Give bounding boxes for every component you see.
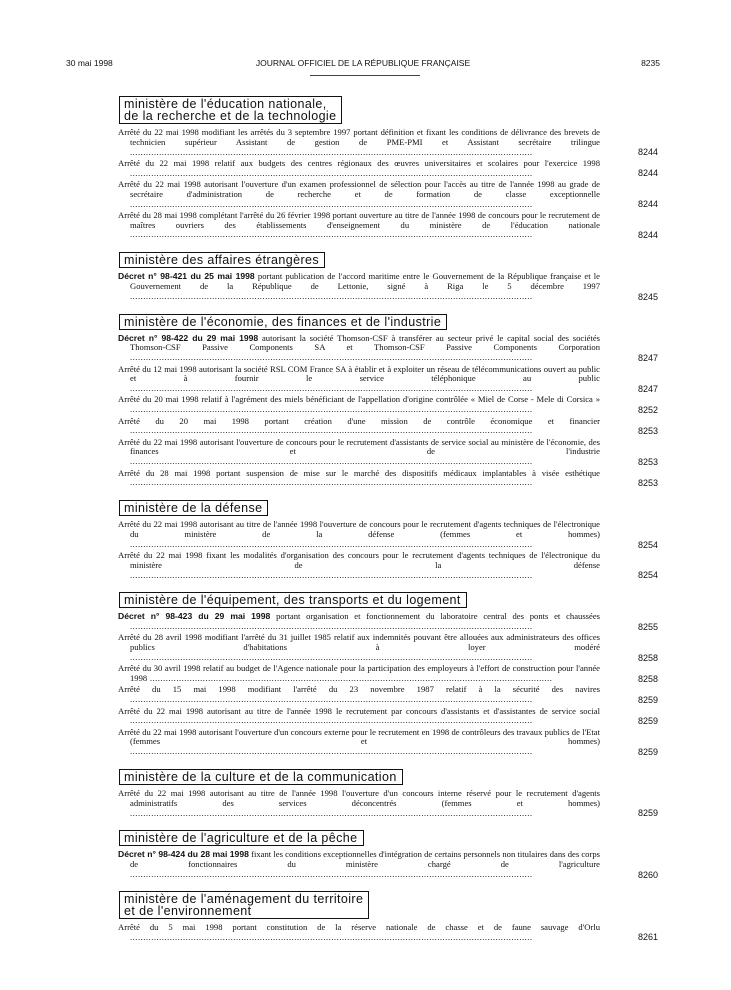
toc-entry[interactable] — [118, 365, 658, 394]
ministry-heading-line: ministère de l'éducation nationale, — [124, 97, 327, 111]
toc-entry-title: Arrêté du 22 mai 1998 autorisant au titre de l'année 1998 le recrutement par concours d'assistants et d'assistantes de service social — [118, 706, 600, 716]
toc-entry[interactable] — [118, 438, 658, 467]
toc-entry[interactable] — [118, 664, 658, 684]
toc-entry-text — [118, 159, 600, 179]
toc-page-number: 8244 — [637, 230, 658, 241]
toc-entry-text — [118, 789, 600, 818]
toc-entry[interactable] — [118, 520, 658, 549]
toc-entry-text — [118, 728, 600, 757]
toc-entry-title: Arrêté du 15 mai 1998 modifiant l'arrêté du 23 novembre 1987 relatif à la sécurité des navires — [118, 685, 600, 695]
toc-page-number: 8253 — [637, 426, 658, 437]
toc-page-number: 8258 — [637, 673, 658, 684]
toc-page-number: 8247 — [637, 383, 658, 394]
toc-page-number: 8260 — [637, 869, 658, 880]
header-date: 30 mai 1998 — [66, 58, 113, 68]
toc-page-number: 8244 — [637, 147, 658, 158]
toc-entry[interactable] — [118, 923, 658, 943]
toc-entry-text — [118, 664, 600, 684]
ministry-section — [118, 499, 658, 580]
toc-entry-title: Arrêté du 28 mai 1998 complétant l'arrêté du 26 février 1998 portant ouverture au titre de l'année 1998 de concours pour le recrutement de maîtres ouvriers des établissements d'enseignement du ministère de l'éducation nationale — [118, 210, 600, 230]
toc-entry-text — [118, 685, 600, 705]
toc-entry-title: portant publication de l'accord maritime entre le Gouvernement de la République française et le Gouvernement de la République de Lettonie, signé à Riga le 5 décembre 1997 — [130, 272, 600, 292]
toc-page-number: 8261 — [637, 932, 658, 943]
ministry-heading-line: ministère de l'équipement, des transports et du logement — [124, 593, 461, 608]
toc-page-number: 8252 — [637, 405, 658, 416]
toc-entry-title: Arrêté du 22 mai 1998 autorisant l'ouverture d'un examen professionnel de sélection pour l'accès au titre de l'année 1998 au grade de secrétaire d'administration de recherche et de formation de classe exceptionnelle — [118, 179, 600, 199]
toc-page-number: 8259 — [637, 808, 658, 819]
decree-reference: Décret n° 98-424 du 28 mai 1998 — [118, 850, 249, 860]
toc-page-number: 8253 — [637, 457, 658, 468]
page-number: 8235 — [641, 58, 660, 68]
toc-entry[interactable] — [118, 633, 658, 662]
journal-title: JOURNAL OFFICIEL DE LA RÉPUBLIQUE FRANÇAISE — [255, 58, 471, 68]
toc-page-number: 8245 — [637, 291, 658, 302]
header-rule — [310, 75, 420, 76]
toc-entry-text — [118, 850, 600, 879]
table-of-contents — [118, 96, 658, 953]
toc-entry-title: autorisant la société Thomson-CSF à transférer au secteur privé le capital social des sociétés Thomson-CSF Passive Components SA et Thomson-CSF Passive Components Corporation — [130, 333, 600, 353]
toc-entry[interactable] — [118, 728, 658, 757]
toc-entry-text — [118, 272, 600, 301]
toc-entry[interactable] — [118, 707, 658, 727]
toc-page-number: 8259 — [637, 716, 658, 727]
ministry-heading — [119, 769, 403, 785]
toc-page-number: 8253 — [637, 478, 658, 489]
toc-entry-text — [118, 180, 600, 209]
toc-entry-title: Arrêté du 20 mai 1998 portant création d'une mission de contrôle économique et financier — [118, 416, 600, 426]
toc-page-number: 8254 — [637, 570, 658, 581]
toc-entry[interactable] — [118, 211, 658, 240]
ministry-heading-line: ministère des affaires étrangères — [124, 253, 320, 268]
ministry-heading — [119, 96, 342, 124]
toc-entry[interactable] — [118, 789, 658, 818]
ministry-section — [118, 251, 658, 301]
toc-entry[interactable] — [118, 469, 658, 489]
ministry-section — [118, 891, 658, 943]
toc-entry-title: portant organisation et fonctionnement du laboratoire central des ponts et chaussées — [276, 612, 600, 622]
toc-entry[interactable] — [118, 417, 658, 437]
toc-entry-title: Arrêté du 12 mai 1998 autorisant la société RSL COM France SA à établir et à exploiter un réseau de télécommunications ouvert au public et à fournir le service téléphonique au public — [118, 364, 600, 384]
toc-entry[interactable] — [118, 612, 658, 632]
page-header — [66, 58, 660, 72]
toc-entry[interactable] — [118, 334, 658, 363]
toc-entry-title: Arrêté du 20 mai 1998 relatif à l'agrément des miels bénéficiant de l'appellation d'origine contrôlée « Miel de Corse - Mele di Corsica » — [118, 395, 600, 405]
toc-entry-text — [118, 365, 600, 394]
ministry-heading-line: de la recherche et de la technologie — [124, 109, 337, 123]
toc-entry-text — [118, 128, 600, 157]
decree-reference: Décret n° 98-422 du 29 mai 1998 — [118, 333, 259, 343]
toc-entry[interactable] — [118, 272, 658, 301]
toc-page-number: 8255 — [637, 621, 658, 632]
toc-page-number: 8244 — [637, 168, 658, 179]
ministry-heading — [119, 252, 325, 268]
toc-entry-title: Arrêté du 22 mai 1998 autorisant l'ouverture d'un concours externe pour le recrutement en 1998 de contrôleurs des travaux publics de l'Etat (femmes et hommes) — [118, 727, 600, 747]
toc-entry-text — [118, 438, 600, 467]
ministry-section — [118, 96, 658, 240]
toc-entry[interactable] — [118, 180, 658, 209]
toc-entry-title: Arrêté du 28 avril 1998 modifiant l'arrêté du 31 juillet 1985 relatif aux indemnités pouvant être allouées aux administrateurs des offices publics d'habitations à loyer modéré — [118, 633, 600, 653]
toc-entry-title: Arrêté du 22 mai 1998 autorisant l'ouverture de concours pour le recrutement d'assistants de service social au ministère de l'économie, des finances et de l'industrie — [118, 437, 600, 457]
toc-entry[interactable] — [118, 551, 658, 580]
ministry-heading-line: ministère de la culture et de la communication — [124, 770, 397, 785]
toc-entry-text — [118, 417, 600, 437]
toc-entry-title: Arrêté du 22 mai 1998 fixant les modalités d'organisation des concours pour le recrutement d'agents techniques de l'électronique du ministère de la défense — [118, 551, 600, 570]
toc-page-number: 8258 — [637, 652, 658, 663]
toc-entry-text — [118, 211, 600, 240]
toc-page-number: 8259 — [637, 747, 658, 758]
ministry-heading-line: et de l'environnement — [124, 903, 252, 918]
toc-entry-text — [118, 551, 600, 580]
toc-entry-text — [118, 334, 600, 363]
toc-entry-title: Arrêté du 22 mai 1998 autorisant au titre de l'année 1998 l'ouverture d'un concours interne réservé pour le recrutement d'agents administratifs des services déconcentrés (femmes et hommes) — [118, 789, 600, 808]
toc-entry-text — [118, 633, 600, 662]
decree-reference: Décret n° 98-421 du 25 mai 1998 — [118, 272, 255, 282]
toc-entry[interactable] — [118, 395, 658, 415]
ministry-section — [118, 313, 658, 488]
ministry-heading-line: ministère de l'agriculture et de la pêche — [124, 831, 358, 846]
ministry-heading-line: ministère de l'économie, des finances et de l'industrie — [124, 314, 442, 329]
toc-entry-text — [118, 923, 600, 943]
ministry-heading — [119, 314, 447, 330]
toc-page-number: 8254 — [637, 539, 658, 550]
toc-entry-text — [118, 612, 600, 632]
toc-page-number: 8247 — [637, 353, 658, 364]
ministry-heading — [119, 500, 268, 516]
toc-entry-title: Arrêté du 5 mai 1998 portant constitution de la réserve nationale de chasse et de faune sauvage d'Orlu — [118, 922, 600, 932]
toc-entry-title: Arrêté du 22 mai 1998 autorisant au titre de l'année 1998 l'ouverture de concours pour le recrutement d'agents techniques de l'électronique du ministère de la défense (femmes et hommes) — [118, 520, 600, 539]
toc-entry-title: fixant les conditions exceptionnelles d'intégration de certains personnels non titulaires dans des corps de fonctionnaires du ministère chargé de l'agriculture — [130, 850, 600, 870]
ministry-heading-line: ministère de la défense — [124, 501, 263, 516]
toc-entry-title: Arrêté du 28 mai 1998 portant suspension de mise sur le marché des dispositifs médicaux implantables à visée esthétique — [118, 468, 600, 478]
toc-page-number: 8244 — [637, 199, 658, 210]
toc-entry-text — [118, 469, 600, 489]
ministry-section — [118, 829, 658, 879]
toc-entry[interactable] — [118, 128, 658, 157]
ministry-heading — [119, 830, 364, 846]
toc-entry-title: Arrêté du 30 avril 1998 relatif au budget de l'Agence nationale pour la participation des employeurs à l'effort de construction pour l'année 1998 — [118, 664, 600, 684]
toc-entry-text — [118, 520, 600, 549]
decree-reference: Décret n° 98-423 du 29 mai 1998 — [118, 612, 271, 622]
ministry-section — [118, 591, 658, 757]
toc-entry[interactable] — [118, 850, 658, 879]
toc-entry[interactable] — [118, 685, 658, 705]
toc-entry-title: Arrêté du 22 mai 1998 relatif aux budgets des centres régionaux des œuvres universitaires et scolaires pour l'exercice 1998 — [118, 158, 600, 168]
toc-page-number: 8259 — [637, 695, 658, 706]
ministry-section — [118, 768, 658, 818]
ministry-heading — [119, 592, 467, 608]
ministry-heading — [119, 891, 369, 919]
toc-entry-title: Arrêté du 22 mai 1998 modifiant les arrêtés du 3 septembre 1997 portant définition et fixant les conditions de délivrance des brevets de technicien supérieur Assistant de gestion de PME-PMI et Assistant secrétaire trilingue — [118, 128, 600, 147]
toc-entry-text — [118, 395, 600, 415]
toc-entry-text — [118, 707, 600, 727]
toc-entry[interactable] — [118, 159, 658, 179]
ministry-heading-line: ministère de l'aménagement du territoire — [124, 891, 364, 906]
